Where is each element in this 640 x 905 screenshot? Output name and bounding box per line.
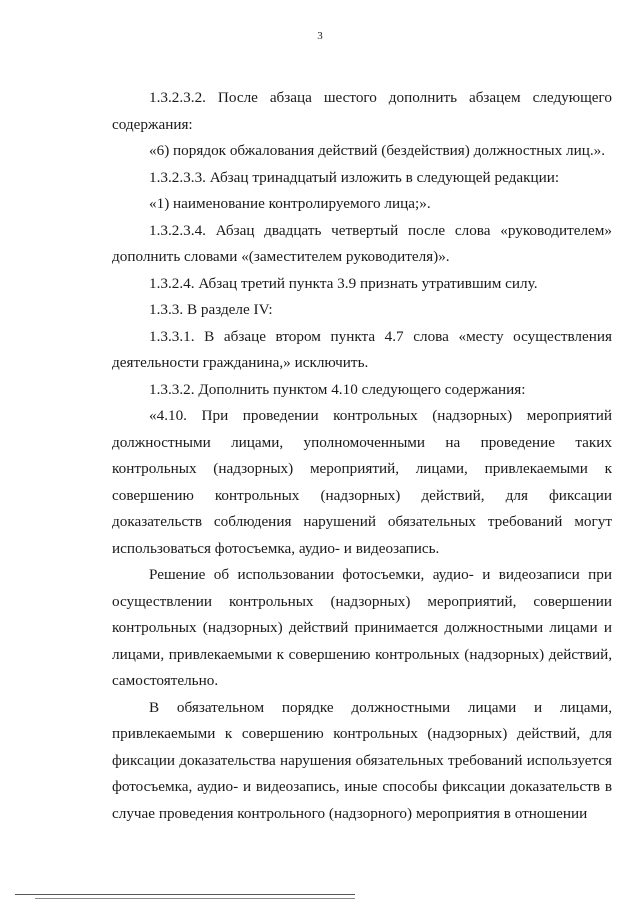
footer-rule-secondary [35, 898, 355, 899]
paragraph-1-3-3: 1.3.3. В разделе IV: [149, 301, 273, 318]
document-body [112, 85, 612, 827]
paragraph-1-3-2-3-4: 1.3.2.3.4. Абзац двадцать четвертый после слова «руководителем» дополнить словами «(заместителем руководителя)». [112, 221, 612, 265]
paragraph-1-3-2-3-3: 1.3.2.3.3. Абзац тринадцатый изложить в следующей редакции: [149, 168, 560, 186]
paragraph-quote-1: «1) наименование контролируемого лица;». [149, 195, 431, 212]
paragraph-4-10: «4.10. При проведении контрольных (надзорных) мероприятий должностными лицами, уполномоченными на проведение таких контрольных (надзорных) мероприятий, лицами, привлекаемыми к совершению контрольных (надзорных) действий, для фиксации доказательств соблюдения нарушений обязательных требований могут использоваться фотосъемка, аудио- и видеозапись. [112, 407, 612, 557]
footer-rule [15, 894, 355, 895]
paragraph-quote-6: «6) порядок обжалования действий (бездействия) должностных лиц.». [149, 142, 606, 159]
paragraph-1-3-2-3-2: 1.3.2.3.2. После абзаца шестого дополнить абзацем следующего содержания: [112, 89, 612, 133]
paragraph-1-3-3-1: 1.3.3.1. В абзаце втором пункта 4.7 слова «месту осуществления деятельности гражданина,» исключить. [112, 327, 612, 371]
paragraph-mandatory: В обязательном порядке должностными лицами и лицами, привлекаемыми к совершению контрольных (надзорных) действий, для фиксации доказательства нарушения обязательных требований используется фотосъемка, аудио- и видеозапись, иные способы фиксации доказательств в случае проведения контрольного (надзорного) мероприятия в отношении [112, 698, 612, 822]
paragraph-1-3-3-2: 1.3.3.2. Дополнить пунктом 4.10 следующего содержания: [149, 380, 526, 398]
page-number: 3 [317, 30, 323, 42]
paragraph-decision: Решение об использовании фотосъемки, аудио- и видеозаписи при осуществлении контрольных (надзорных) мероприятий, совершении контрольных (надзорных) действий принимается должностными лицами и лицами, привлекаемыми к совершению контрольных (надзорных) действий, самостоятельно. [112, 566, 612, 689]
paragraph-1-3-2-4: 1.3.2.4. Абзац третий пункта 3.9 признать утратившим силу. [149, 274, 538, 292]
